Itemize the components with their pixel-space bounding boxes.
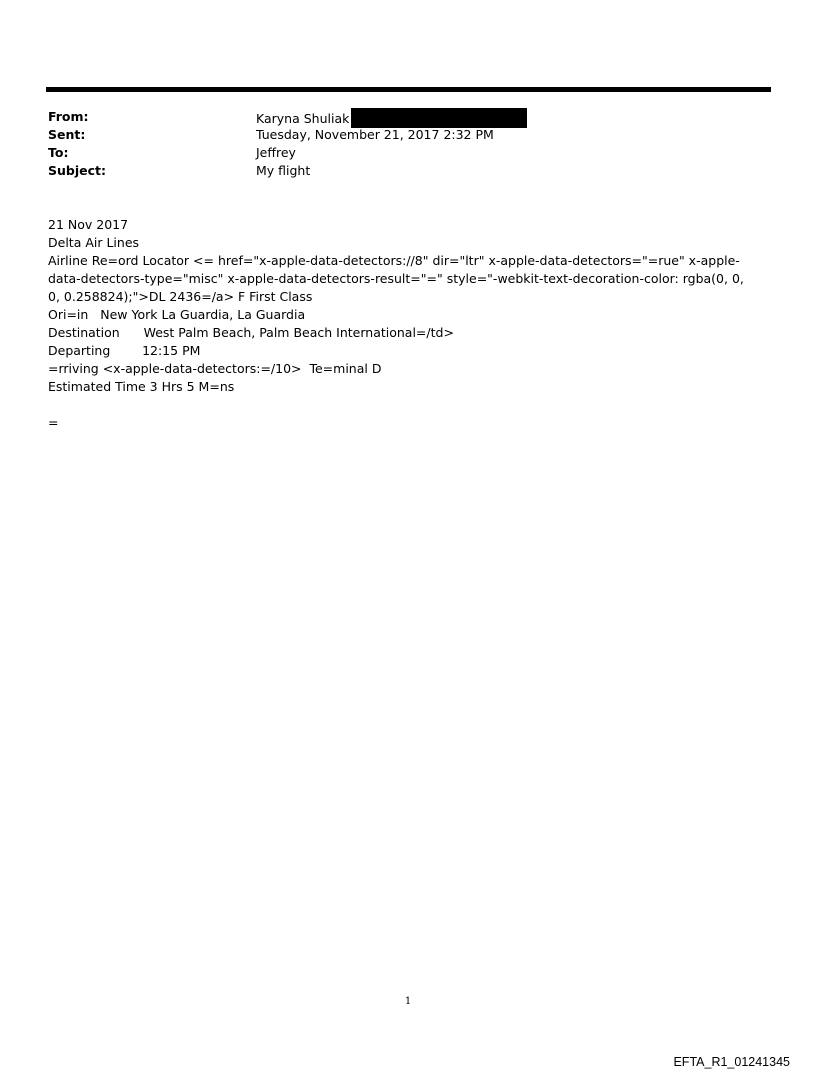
email-header	[48, 108, 748, 180]
body-line: Ori=in New York La Guardia, La Guardia	[48, 307, 306, 322]
email-body	[48, 216, 748, 432]
body-line: Airline Re=ord Locator <= href="x-apple-data-detectors://8" dir="ltr" x-apple-data-detectors="=rue" x-apple-data-detectors-type="misc" x-apple-data-detectors-result="=" style="-webkit-text-decoration-color: rgba(0, 0, 0, 0.258824);">DL 2436=/a> F First Class	[48, 253, 744, 304]
sent-value: Tuesday, November 21, 2017 2:32 PM	[256, 127, 494, 142]
sent-label: Sent:	[48, 127, 86, 142]
redaction-box	[351, 108, 527, 128]
body-line: Delta Air Lines	[48, 235, 140, 250]
page-number: 1	[404, 996, 412, 1007]
document-id: EFTA_R1_01241345	[673, 1055, 790, 1069]
subject-value: My flight	[256, 163, 311, 178]
body-line: Departing 12:15 PM	[48, 343, 201, 358]
from-name: Karyna Shuliak	[256, 111, 350, 126]
body-line: =rriving <x-apple-data-detectors:=/10> Te=minal D	[48, 361, 382, 376]
header-rule	[46, 87, 771, 92]
from-value	[256, 108, 527, 128]
to-value: Jeffrey	[256, 145, 296, 160]
from-label: From:	[48, 109, 89, 124]
body-line: 21 Nov 2017	[48, 217, 129, 232]
body-line: =	[48, 415, 59, 430]
subject-label: Subject:	[48, 163, 106, 178]
to-label: To:	[48, 145, 69, 160]
body-line	[48, 396, 748, 414]
body-line: Estimated Time 3 Hrs 5 M=ns	[48, 379, 235, 394]
body-line: Destination West Palm Beach, Palm Beach International=/td>	[48, 325, 454, 340]
